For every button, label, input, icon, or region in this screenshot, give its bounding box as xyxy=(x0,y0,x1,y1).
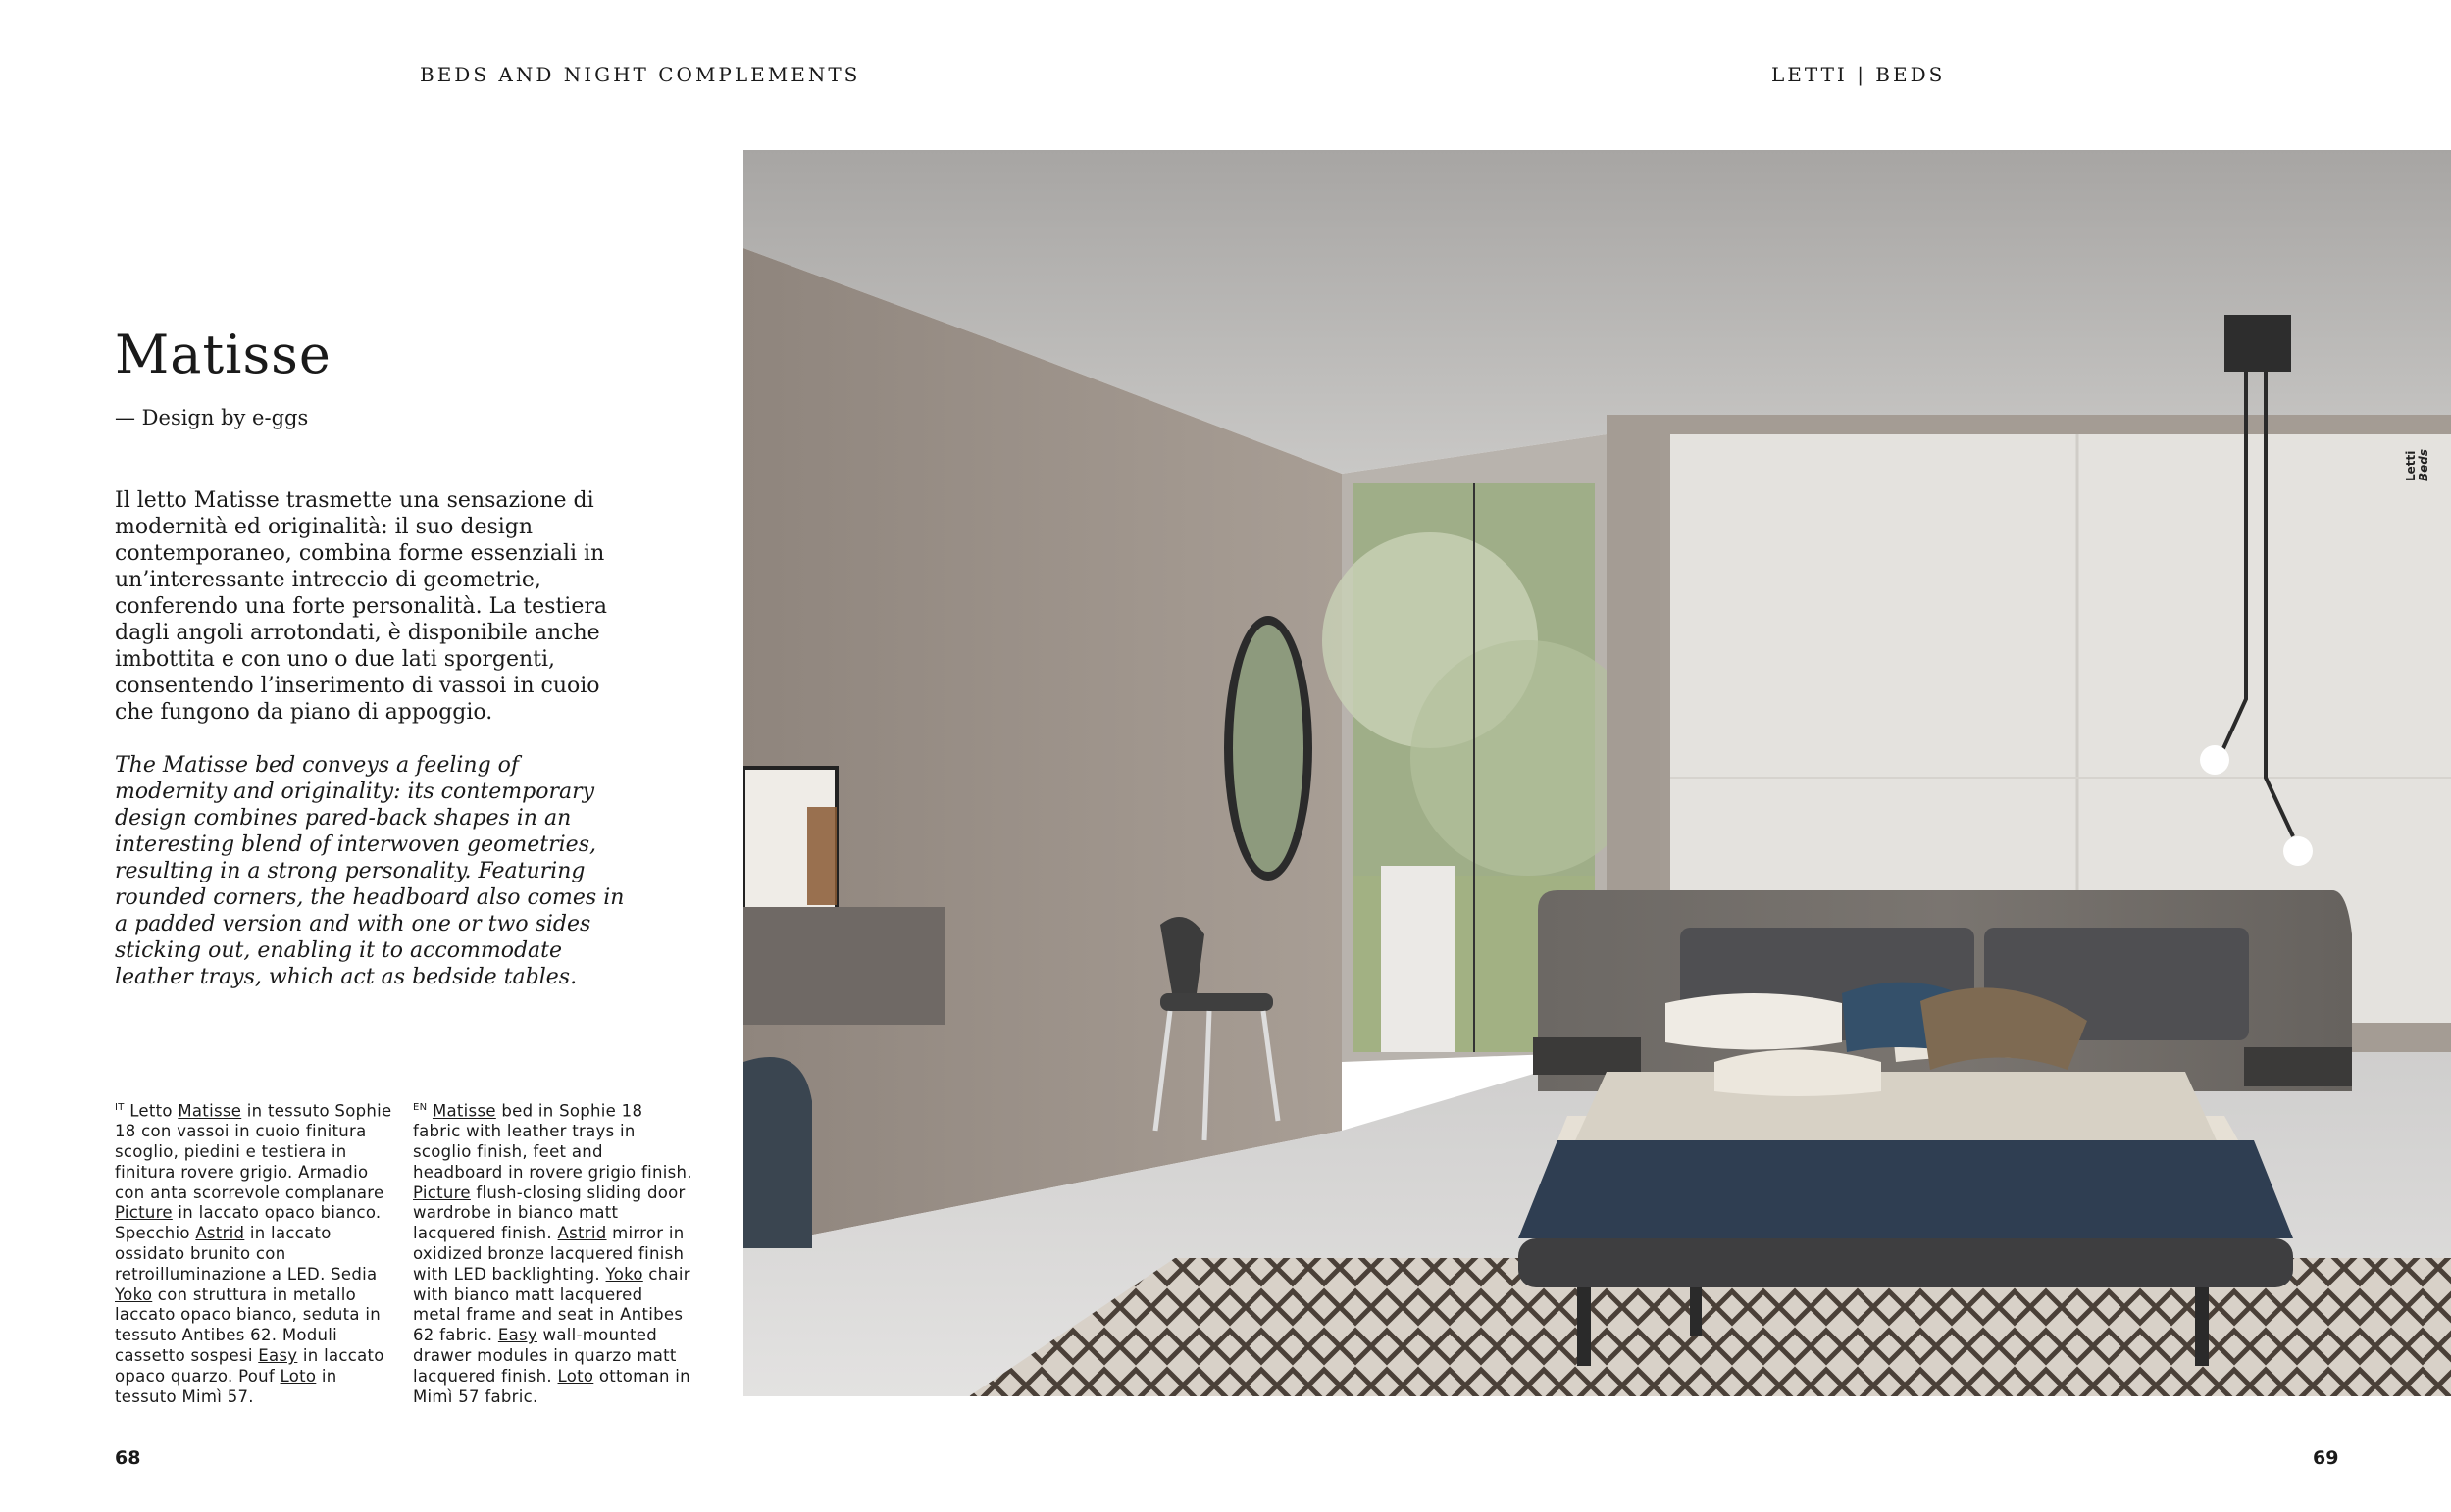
caption-text: in laccato opaco quarzo. Pouf xyxy=(115,1346,384,1386)
product-name-link: Yoko xyxy=(115,1285,153,1304)
product-name-link: Yoko xyxy=(605,1264,643,1284)
product-name-link: Matisse xyxy=(178,1101,242,1121)
bedroom-photo xyxy=(743,150,2451,1396)
caption-text: in laccato ossidato brunito con retroilluminazione a LED. Sedia xyxy=(115,1224,378,1284)
side-tab-line2: Beds xyxy=(2417,449,2430,482)
product-name-link: Picture xyxy=(115,1203,173,1223)
product-name-link: Matisse xyxy=(432,1101,496,1121)
caption-english xyxy=(413,1098,692,1407)
description-english: The Matisse bed conveys a feeling of modernity and originality: its contemporary design combines pared-back shapes in an interesting blend of interwoven geometries, resulting in a strong personality. Featuring rounded corners, the headboard also comes in a padded version and with one or two sides sticking out, enabling it to accommodate leather trays, which act as bedside tables. xyxy=(115,753,625,989)
caption-text: in laccato opaco bianco. Specchio xyxy=(115,1203,382,1243)
caption-text: ottoman in Mimì 57 fabric. xyxy=(413,1366,690,1406)
caption-text: mirror in oxidized bronze lacquered finish with LED backlighting. xyxy=(413,1224,685,1284)
header-section-right: LETTI | BEDS xyxy=(1771,63,1946,86)
product-title: Matisse xyxy=(115,324,332,385)
caption-text: in tessuto Sophie 18 con vassoi in cuoio finitura scoglio, piedini e testiera in finitura rovere grigio. Armadio con anta scorrevole complanare xyxy=(115,1101,392,1202)
caption-text: wall-mounted drawer modules in quarzo matt lacquered finish. xyxy=(413,1326,677,1386)
product-name-link: Picture xyxy=(413,1183,471,1202)
product-name-link: Easy xyxy=(497,1326,537,1345)
side-tab-label xyxy=(2405,449,2430,481)
designer-credit: — Design by e-ggs xyxy=(115,406,309,429)
page-number-right: 69 xyxy=(2313,1447,2339,1469)
product-name-link: Loto xyxy=(280,1366,317,1386)
product-name-link: Easy xyxy=(258,1346,298,1366)
caption-text: flush-closing sliding door wardrobe in bianco matt lacquered finish. xyxy=(413,1183,686,1243)
page-number-left: 68 xyxy=(115,1447,141,1469)
caption-language-tag: EN xyxy=(413,1102,428,1113)
description-italian: Il letto Matisse trasmette una sensazione di modernità ed originalità: il suo design contemporaneo, combina forme essenziali in un’interessante intreccio di geometrie, conferendo una forte personalità. La testiera dagli angoli arrotondati, è disponibile anche imbottita e con uno o due lati sporgenti, consentendo l’inserimento di vassoi in cuoio che fungono da piano di appoggio. xyxy=(115,488,607,725)
caption-italian xyxy=(115,1098,394,1407)
caption-text: bed in Sophie 18 fabric with leather trays in scoglio finish, feet and headboard in rovere grigio finish. xyxy=(413,1101,692,1182)
caption-language-tag: IT xyxy=(115,1102,125,1113)
product-name-link: Astrid xyxy=(195,1224,245,1243)
caption-text: chair with bianco matt lacquered metal frame and seat in Antibes 62 fabric. xyxy=(413,1264,690,1345)
caption-text: con struttura in metallo laccato opaco bianco, seduta in tessuto Antibes 62. Moduli cassetto sospesi xyxy=(115,1285,381,1366)
side-tab-line1: Letti xyxy=(2404,450,2418,482)
header-section-left: BEDS AND NIGHT COMPLEMENTS xyxy=(420,63,861,86)
caption-text: in tessuto Mimì 57. xyxy=(115,1366,337,1406)
product-name-link: Loto xyxy=(557,1366,594,1386)
caption-text: Letto xyxy=(124,1101,179,1121)
product-name-link: Astrid xyxy=(557,1224,607,1243)
